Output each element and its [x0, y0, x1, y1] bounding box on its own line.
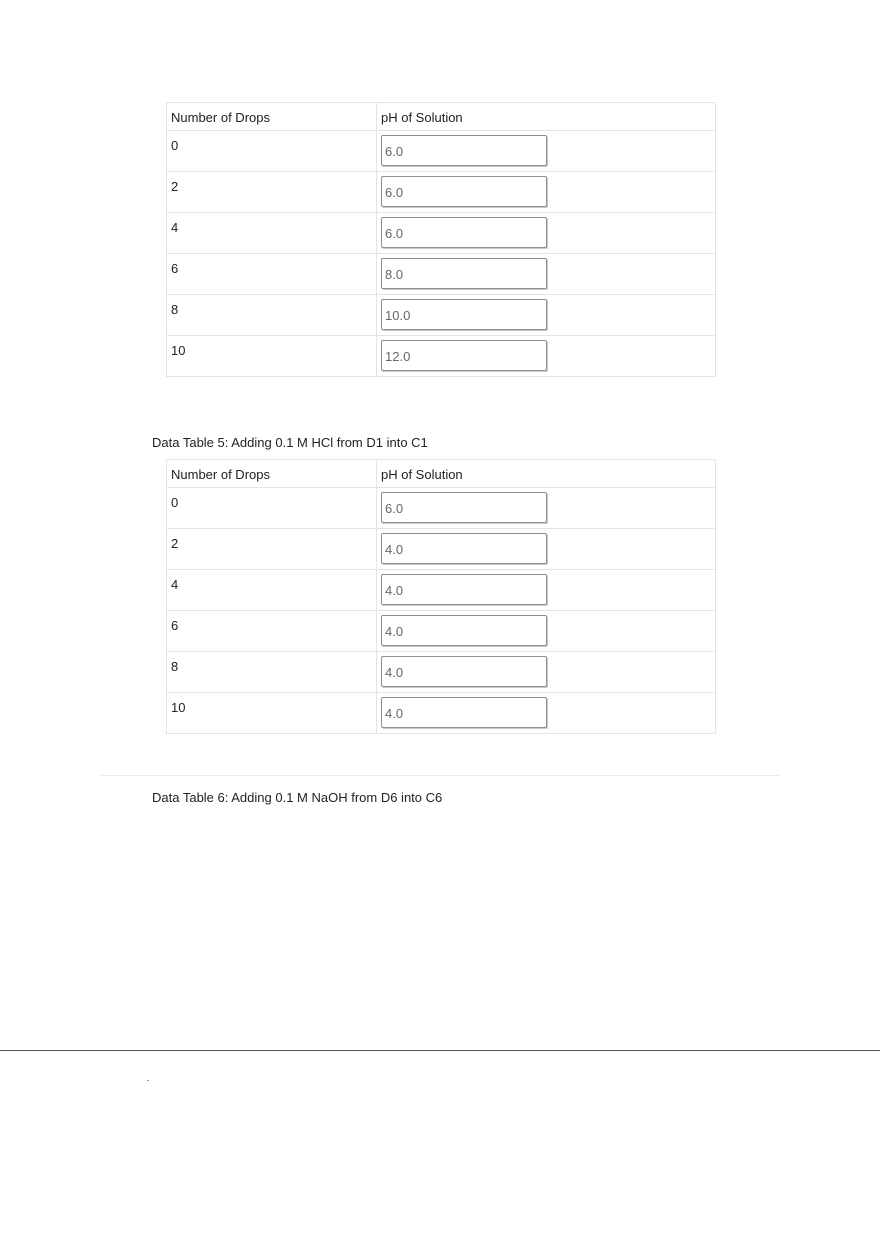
- table-row: [167, 611, 716, 652]
- data-table-4: [166, 102, 716, 377]
- table-header-row: [167, 103, 716, 131]
- table-row: [167, 295, 716, 336]
- table-row: [167, 213, 716, 254]
- section-divider: [101, 775, 780, 776]
- table-header-row: [167, 460, 716, 488]
- drops-cell: 8: [167, 652, 377, 693]
- table-row: [167, 570, 716, 611]
- ph-cell: [377, 693, 716, 734]
- ph-cell: [377, 652, 716, 693]
- ph-input[interactable]: [381, 340, 547, 371]
- header-number-of-drops: Number of Drops: [167, 103, 377, 131]
- page-break-line: [0, 1050, 880, 1051]
- ph-cell: [377, 570, 716, 611]
- ph-input[interactable]: [381, 615, 547, 646]
- data-table-6-caption: Data Table 6: Adding 0.1 M NaOH from D6 into C6: [152, 790, 443, 805]
- ph-input[interactable]: [381, 217, 547, 248]
- page-speck: [147, 1080, 149, 1081]
- drops-cell: 4: [167, 570, 377, 611]
- drops-cell: 8: [167, 295, 377, 336]
- header-ph-of-solution: pH of Solution: [377, 103, 716, 131]
- ph-cell: [377, 172, 716, 213]
- table-row: [167, 488, 716, 529]
- ph-input[interactable]: [381, 176, 547, 207]
- header-number-of-drops: Number of Drops: [167, 460, 377, 488]
- drops-cell: 2: [167, 529, 377, 570]
- ph-input[interactable]: [381, 135, 547, 166]
- ph-cell: [377, 295, 716, 336]
- ph-cell: [377, 529, 716, 570]
- table-row: [167, 652, 716, 693]
- drops-cell: 4: [167, 213, 377, 254]
- ph-input[interactable]: [381, 697, 547, 728]
- data-table-5-caption: Data Table 5: Adding 0.1 M HCl from D1 into C1: [152, 435, 428, 450]
- table-row: [167, 254, 716, 295]
- ph-input[interactable]: [381, 492, 547, 523]
- data-table-5: [166, 459, 716, 734]
- table-row: [167, 529, 716, 570]
- drops-cell: 2: [167, 172, 377, 213]
- ph-input[interactable]: [381, 258, 547, 289]
- ph-cell: [377, 131, 716, 172]
- ph-input[interactable]: [381, 533, 547, 564]
- ph-cell: [377, 611, 716, 652]
- drops-cell: 6: [167, 254, 377, 295]
- table-row: [167, 336, 716, 377]
- ph-input[interactable]: [381, 299, 547, 330]
- ph-cell: [377, 488, 716, 529]
- ph-input[interactable]: [381, 574, 547, 605]
- table-row: [167, 693, 716, 734]
- drops-cell: 6: [167, 611, 377, 652]
- ph-cell: [377, 336, 716, 377]
- ph-cell: [377, 254, 716, 295]
- ph-input[interactable]: [381, 656, 547, 687]
- drops-cell: 10: [167, 693, 377, 734]
- drops-cell: 0: [167, 131, 377, 172]
- table-row: [167, 131, 716, 172]
- drops-cell: 10: [167, 336, 377, 377]
- table-row: [167, 172, 716, 213]
- drops-cell: 0: [167, 488, 377, 529]
- ph-cell: [377, 213, 716, 254]
- header-ph-of-solution: pH of Solution: [377, 460, 716, 488]
